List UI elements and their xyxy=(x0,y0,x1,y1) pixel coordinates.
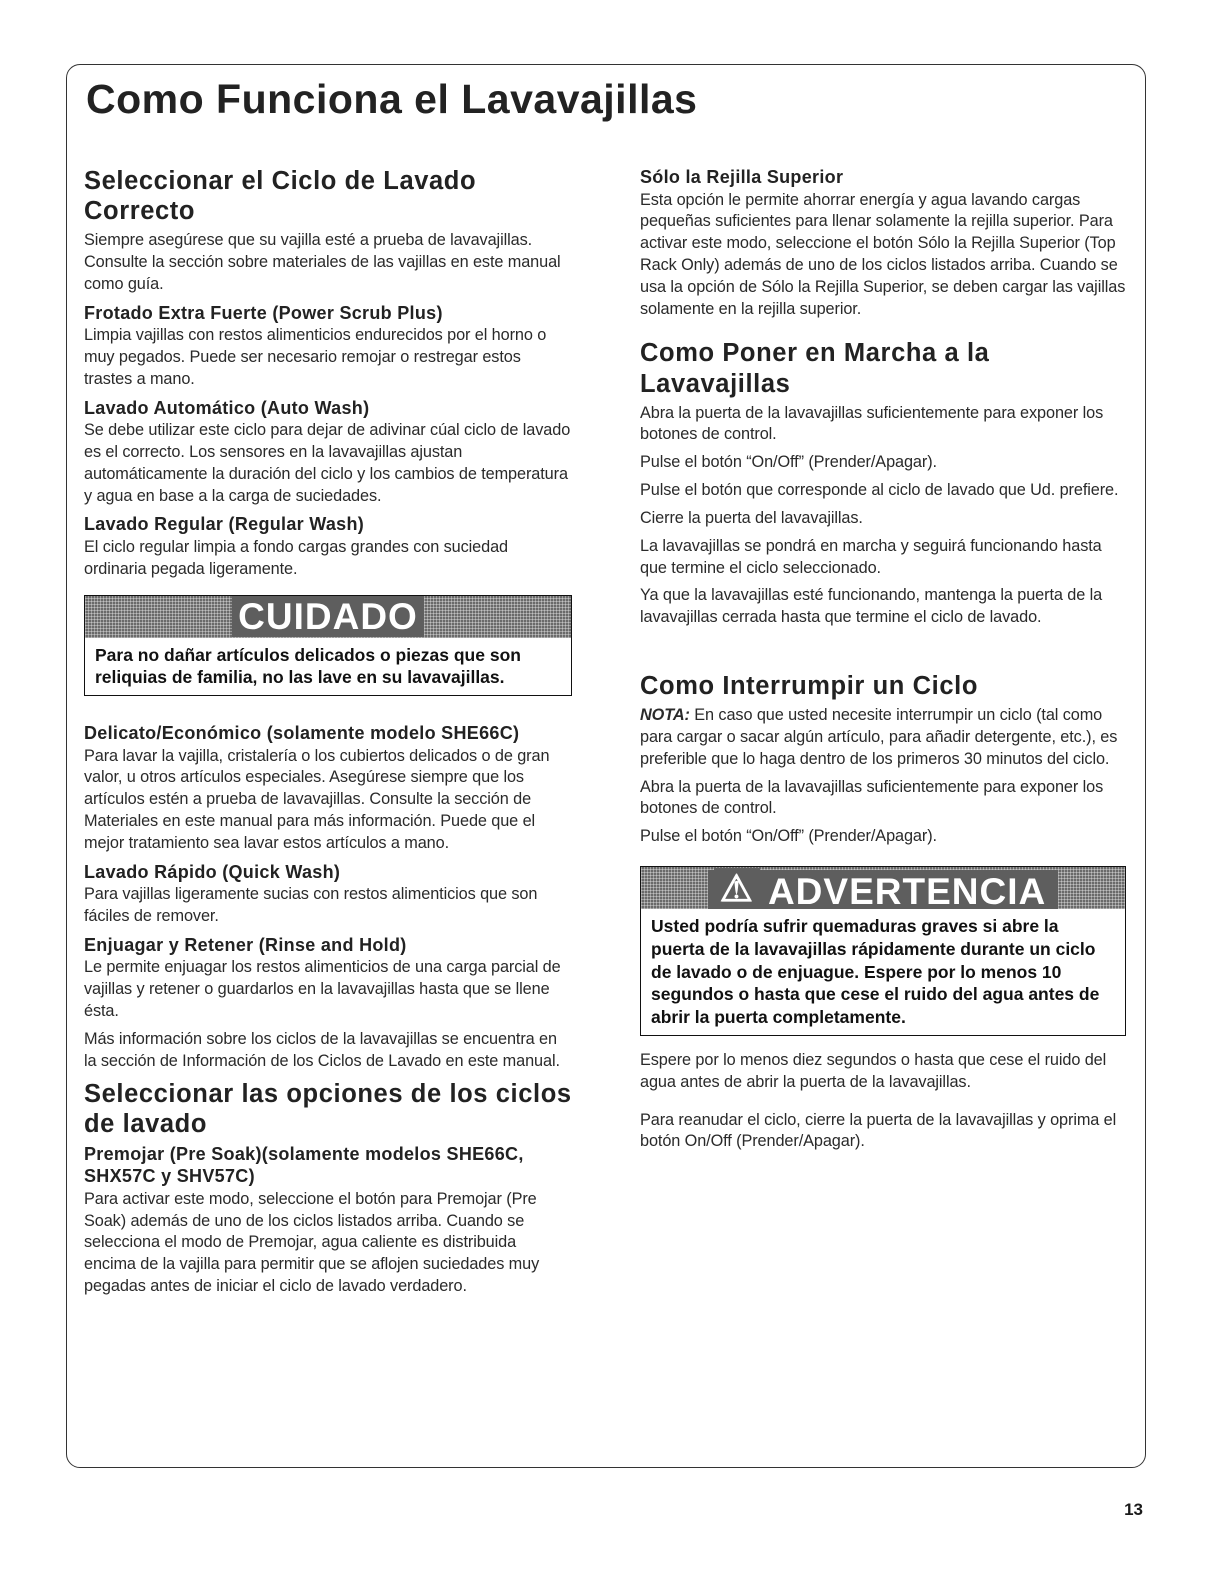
interrupt-step-resume: Para reanudar el ciclo, cierre la puerta de la lavavajillas y oprima el botón On/Off (Prender/Apagar). xyxy=(640,1110,1117,1151)
cycle-text-quick-wash: Para vajillas ligeramente sucias con restos alimenticios que son fáciles de remover. xyxy=(84,885,538,926)
section-heading-start: Como Poner en Marcha a la Lavavajillas xyxy=(640,339,990,398)
right-column xyxy=(640,166,1126,1159)
page-title: Como Funciona el Lavavajillas xyxy=(86,76,698,122)
start-step-running: La lavavajillas se pondrá en marcha y seguirá funcionando hasta que termine el ciclo seleccionado. xyxy=(640,536,1102,577)
warning-triangle-icon: ⚠ xyxy=(714,868,760,909)
cycle-heading-quick-wash: Lavado Rápido (Quick Wash) xyxy=(84,861,341,882)
section-heading-select-cycle: Seleccionar el Ciclo de Lavado Correcto xyxy=(84,167,477,226)
section-heading-interrupt: Como Interrumpir un Ciclo xyxy=(640,672,979,701)
cycle-heading-regular-wash: Lavado Regular (Regular Wash) xyxy=(84,514,365,535)
start-step-keep-closed: Ya que la lavavajillas esté funcionando, mantenga la puerta de la lavavajillas cerrada hasta que termine el ciclo de lavado. xyxy=(640,586,1103,627)
warning-header xyxy=(641,867,1125,909)
warning-box xyxy=(640,866,1126,1036)
caution-box xyxy=(84,595,572,697)
cycle-heading-power-scrub: Frotado Extra Fuerte (Power Scrub Plus) xyxy=(84,302,443,323)
option-heading-pre-soak: Premojar (Pre Soak)(solamente modelos SHE66C, SHX57C y SHV57C) xyxy=(84,1143,524,1187)
note-label: NOTA: xyxy=(640,706,690,725)
left-column xyxy=(84,166,572,1304)
cycle-heading-auto-wash: Lavado Automático (Auto Wash) xyxy=(84,397,370,418)
cycle-text-rinse-hold: Le permite enjuagar los restos alimenticios de una carga parcial de vajillas y retener o guardarlos en la lavavajillas hasta que se llene ésta. xyxy=(84,958,561,1021)
section-heading-options: Seleccionar las opciones de los ciclos de lavado xyxy=(84,1079,572,1138)
interrupt-note xyxy=(640,705,1126,770)
interrupt-step-open-door: Abra la puerta de la lavavajillas suficientemente para exponer los botones de control. xyxy=(640,777,1104,818)
interrupt-step-wait: Espere por lo menos diez segundos o hasta que cese el ruido del agua antes de abrir la puerta de la lavavajillas. xyxy=(640,1050,1107,1091)
option-text-pre-soak: Para activar este modo, seleccione el botón para Premojar (Pre Soak) además de uno de los ciclos listados arriba. Cuando se selecciona el modo de Premojar, agua caliente es distribuida encima de la vajilla para permitir que se aflojen suciedades muy pegadas antes de iniciar el ciclo de lavado verdadero. xyxy=(84,1189,540,1295)
caution-label: CUIDADO xyxy=(232,596,424,637)
warning-text: Usted podría sufrir quemaduras graves si abre la puerta de la lavavajillas rápidamente durante un ciclo de lavado o de enjuague. Espere por lo menos 10 segundos o hasta que cese el ruido del agua antes de abrir la puerta completamente. xyxy=(651,916,1100,1028)
caution-header xyxy=(85,596,571,638)
interrupt-step-press-power: Pulse el botón “On/Off” (Prender/Apagar). xyxy=(640,827,937,846)
note-text: En caso que usted necesite interrumpir un ciclo (tal como para cargar o sacar algún artículo, para añadir detergente, etc.), es preferible que lo haga dentro de los primeros 30 minutos del ciclo. xyxy=(640,706,1118,768)
cycle-text-regular-wash: El ciclo regular limpia a fondo cargas grandes con suciedad ordinaria pegada ligeramente. xyxy=(84,537,508,578)
start-step-close-door: Cierre la puerta del lavavajillas. xyxy=(640,508,863,527)
caution-text: Para no dañar artículos delicados o piezas que son reliquias de familia, no las lave en su lavavajillas. xyxy=(95,644,521,688)
page-number: 13 xyxy=(1124,1500,1143,1519)
start-step-open-door: Abra la puerta de la lavavajillas suficientemente para exponer los botones de control. xyxy=(640,403,1104,444)
start-step-select-cycle: Pulse el botón que corresponde al ciclo de lavado que Ud. prefiere. xyxy=(640,481,1119,500)
warning-label: ⚠ ADVERTENCIA xyxy=(708,870,1058,909)
cycle-more-info: Más información sobre los ciclos de la lavavajillas se encuentra en la sección de Información de los Ciclos de Lavado en este manual. xyxy=(84,1029,560,1070)
option-text-top-rack: Esta opción le permite ahorrar energía y agua lavando cargas pequeñas suficientes para llenar solamente la rejilla superior. Para activar este modo, seleccione el botón Sólo la Rejilla Superior (Top Rack Only) además de uno de los ciclos listados arriba. Cuando se usa la opción de Sólo la Rejilla Superior, se deben cargar las vajillas solamente en la rejilla superior. xyxy=(640,190,1126,318)
option-heading-top-rack: Sólo la Rejilla Superior xyxy=(640,167,844,187)
cycle-text-delicate: Para lavar la vajilla, cristalería o los cubiertos delicados o de gran valor, u otros artículos especiales. Asegúrese siempre que los artículos estén a prueba de lavavajillas. Consulte la sección de Materiales en este manual para más información. Puede que el mejor tratamiento sea lavar estos artículos a mano. xyxy=(84,746,550,852)
start-step-press-power: Pulse el botón “On/Off” (Prender/Apagar). xyxy=(640,453,937,472)
cycle-text-auto-wash: Se debe utilizar este ciclo para dejar de adivinar cúal ciclo de lavado es el correcto. Los sensores en la lavavajillas ajustan automáticamente la duración del ciclo y los cambios de temperatura y agua en base a la carga de suciedades. xyxy=(84,421,571,505)
cycle-text-power-scrub: Limpia vajillas con restos alimenticios endurecidos por el horno o muy pegados. Puede ser necesario remojar o restregar estos trastes a mano. xyxy=(84,326,547,388)
cycle-heading-delicate: Delicato/Económico (solamente modelo SHE66C) xyxy=(84,723,520,744)
section-intro: Siempre asegúrese que su vajilla esté a prueba de lavavajillas. Consulte la sección sobre materiales de las vajillas en este manual como guía. xyxy=(84,231,561,293)
cycle-heading-rinse-hold: Enjuagar y Retener (Rinse and Hold) xyxy=(84,934,407,955)
